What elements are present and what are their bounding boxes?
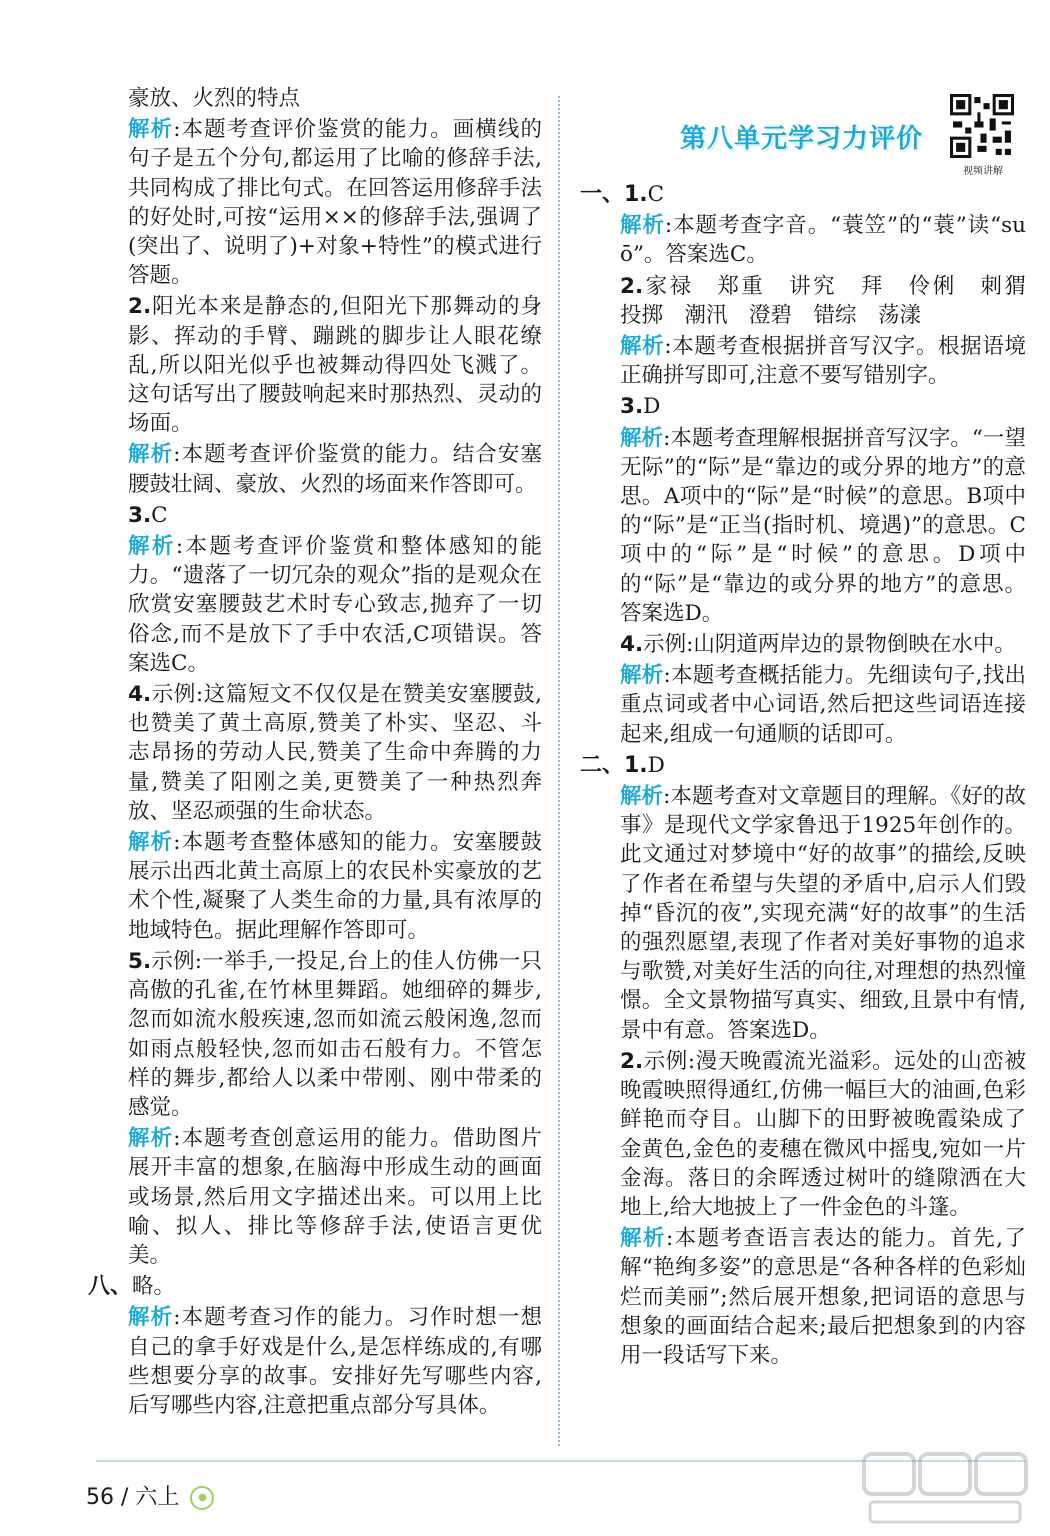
analysis-line-3: 解析:本题考查评价鉴赏的能力。结合安塞腰鼓壮阔、豪放、火烈的场面来作答即可。 <box>128 442 542 497</box>
analysis-line-9: 解析:本题考查创意运用的能力。借助图片展开丰富的想象,在脑海中形成生动的画面或场景,然后用文字描述出来。可以用上比喻、拟人、排比等修辞手法,使语言更优美。 <box>128 1126 542 1268</box>
page-number: 56 <box>86 1485 114 1510</box>
analysis-line-r5: 解析:本题考查理解根据拼音写汉字。“一望无际”的“际”是“靠边的或分界的地方”的意思。A项中的“际”是“时候”的意思。B项中的“际”是“正当(指时机、境遇)”的意思。C项中的“际”是“时候”的意思。D项中的“际”是“靠边的或分界的地方”的意思。答案选D。 <box>620 425 1026 626</box>
answer-line-r6: 4.示例:山阴道两岸边的景物倒映在水中。 <box>620 632 1016 658</box>
page-footer <box>86 1480 214 1511</box>
edition-badge-icon: ● <box>190 1486 214 1510</box>
watermark-logo-icon <box>860 1448 1030 1528</box>
answer-line-6: 4.示例:这篇短文不仅仅是在赞美安塞腰鼓,也赞美了黄土高原,赞美了朴实、坚忍、斗志昂扬的劳动人民,赞美了生命中奔腾的力量,赞美了阳刚之美,更赞美了一种热烈奔放、坚忍顽强的生命状态。 <box>128 682 542 824</box>
footer-separator: / <box>121 1485 129 1510</box>
analysis-line-r7: 解析:本题考查概括能力。先细读句子,找出重点词或者中心词语,然后把这些词语连接起来,组成一句通顺的话即可。 <box>620 663 1026 747</box>
analysis-line-5: 解析:本题考查评价鉴赏和整体感知的能力。“遗落了一切冗杂的观众”指的是观众在欣赏安塞腰鼓艺术时专心致志,抛弃了一切俗念,而不是放下了手中农活,C项错误。答案选C。 <box>128 534 542 676</box>
analysis-line-1: 解析:本题考查评价鉴赏的能力。画横线的句子是五个分句,都运用了比喻的修辞手法,共同构成了排比句式。在回答运用修辞手法的好处时,可按“运用××的修辞手法,强调了(突出了、说明了)+对象+特性”的模式进行答题。 <box>128 117 542 289</box>
answer-line-r10: 2.示例:漫天晚霞流光溢彩。远处的山峦被晚霞映照得通红,仿佛一幅巨大的油画,色彩鲜艳而夺目。山脚下的田野被晚霞染成了金黄色,金色的麦穗在微风中摇曳,宛如一片金海。落日的余晖透过树叶的缝隙洒在大地上,给大地披上了一件金色的斗篷。 <box>620 1048 1026 1220</box>
left-column <box>88 84 542 1422</box>
analysis-line-r9: 解析:本题考查对文章题目的理解。《好的故事》是现代文学家鲁迅于1925年创作的。此文通过对梦境中“好的故事”的描绘,反映了作者在希望与失望的矛盾中,启示人们毁掉“昏沉的夜”,实现充满“好的故事”的生活的强烈愿望,表现了作者对美好事物的追求与歌赞,对美好生活的向往,对理想的热烈憧憬。全文景物描写真实、细致,且景中有情,景中有意。答案选D。 <box>620 784 1026 1043</box>
analysis-line-7: 解析:本题考查整体感知的能力。安塞腰鼓展示出西北黄土高原上的农民朴实豪放的艺术个性,凝聚了人类生命的力量,具有浓厚的地域特色。据此理解作答即可。 <box>128 830 542 943</box>
answer-line-r2: 2.家禄 郑重 讲究 拜 伶俐 刺猬 投掷 潮汛 澄碧 错综 荡漾 <box>620 273 1048 328</box>
section-heading-1: 一、1.C <box>580 182 665 207</box>
answer-line-0: 豪放、火烈的特点 <box>128 86 301 111</box>
section-heading-8: 八、略。 <box>88 1274 176 1300</box>
analysis-line-r1: 解析:本题考查字音。“蓑笠”的“蓑”读“suō”。答案选C。 <box>620 213 1026 268</box>
answer-line-r4: 3.D <box>620 394 661 420</box>
unit-title: 第八单元学习力评价 <box>680 124 924 154</box>
analysis-line-r3: 解析:本题考查根据拼音写汉字。根据语境正确拼写即可,注意不要写错别字。 <box>620 334 1026 389</box>
analysis-line-11: 解析:本题考查习作的能力。习作时想一想自己的拿手好戏是什么,是怎样练成的,有哪些想要分享的故事。安排好先写哪些内容,后写哪些内容,注意把重点部分写具体。 <box>128 1305 542 1418</box>
analysis-line-r11: 解析:本题考查语言表达的能力。首先,了解“艳绚多姿”的意思是“各种各样的色彩灿烂而美丽”;然后展开想象,把词语的意思与想象的画面结合起来;最后把想象到的内容用一段话写下来。 <box>620 1226 1026 1368</box>
right-column <box>580 180 1048 1372</box>
section-heading-2: 二、1.D <box>580 752 665 778</box>
column-divider <box>558 96 560 1446</box>
qr-code-icon[interactable] <box>950 94 1014 158</box>
qr-label: 视频讲解 <box>963 166 1003 177</box>
answer-line-4: 3.C <box>128 502 168 528</box>
grade-label: 六上 <box>135 1485 180 1510</box>
answer-line-8: 5.示例:一举手,一投足,台上的佳人仿佛一只高傲的孔雀,在竹林里舞蹈。她细碎的舞步,忽而如流水般疾速,忽而如流云般闲逸,忽而如雨点般轻快,忽而如击石般有力。不管怎样的舞步,都给人以柔中带刚、刚中带柔的感觉。 <box>128 948 542 1120</box>
answer-line-2: 2.阳光本来是静态的,但阳光下那舞动的身影、挥动的手臂、蹦跳的脚步让人眼花缭乱,所以阳光似乎也被舞动得四处飞溅了。这句话写出了腰鼓响起来时那热烈、灵动的场面。 <box>128 294 542 437</box>
